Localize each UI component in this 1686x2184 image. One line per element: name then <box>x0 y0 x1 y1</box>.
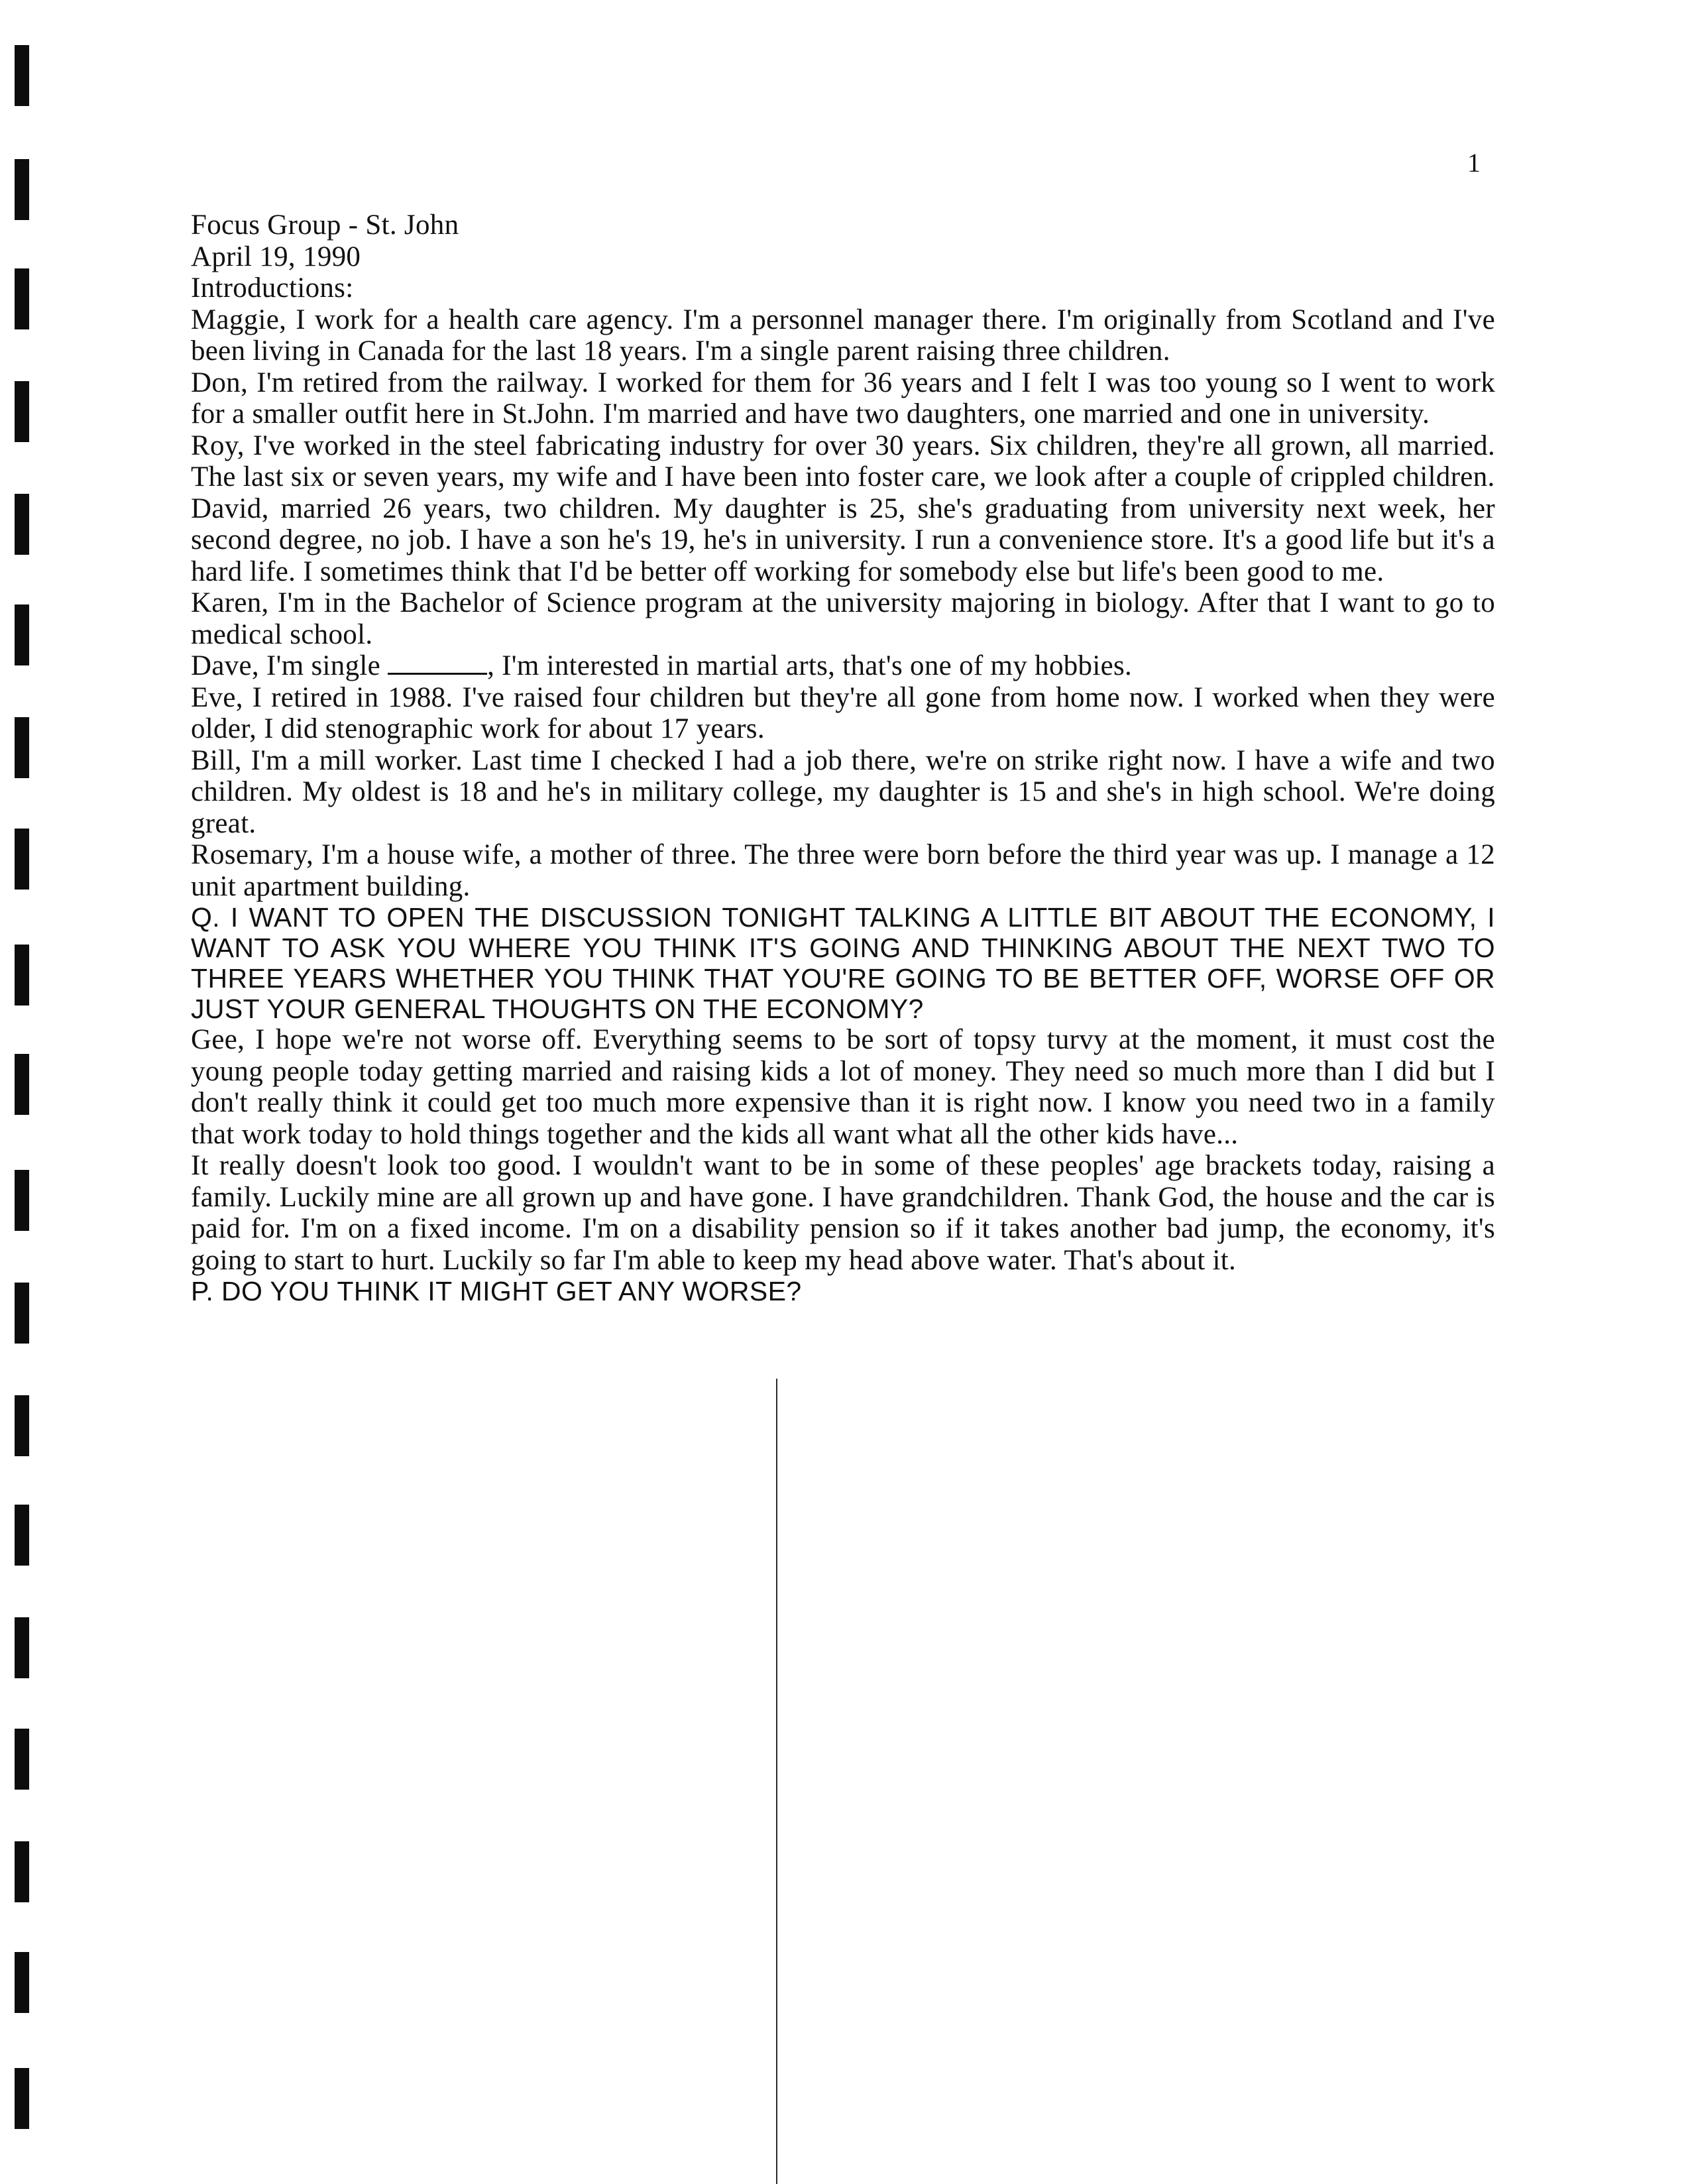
binder-mark <box>15 1505 29 1566</box>
binder-mark <box>15 1054 29 1115</box>
binder-mark <box>15 494 29 555</box>
binder-mark <box>15 829 29 890</box>
binder-mark <box>15 2068 29 2129</box>
binder-mark <box>15 1841 29 1902</box>
dave-text-after: , I'm interested in martial arts, that's one of my hobbies. <box>487 650 1133 681</box>
introduction-paragraph: Bill, I'm a mill worker. Last time I checked I had a job there, we're on strike right now. I have a wife and two children. My oldest is 18 and he's in military college, my daughter is 15 and she's in high school. We're doing great. <box>191 744 1495 839</box>
binder-mark <box>15 1952 29 2013</box>
binder-mark <box>15 45 29 106</box>
introduction-paragraph: Rosemary, I'm a house wife, a mother of three. The three were born before the third year was up. I manage a 12 unit apartment building. <box>191 839 1495 902</box>
introduction-paragraph: David, married 26 years, two children. My daughter is 25, she's graduating from university next week, her second degree, no job. I have a son he's 19, he's in university. I run a convenience store. It's a good life but it's a hard life. I sometimes think that I'd be better off working for somebody else but life's been good to me. <box>191 492 1495 587</box>
introduction-paragraph: Roy, I've worked in the steel fabricating industry for over 30 years. Six children, they're all grown, all married. The last six or seven years, my wife and I have been into foster care, we look after a couple of crippled children. <box>191 430 1495 492</box>
blank-line <box>388 653 487 675</box>
binder-mark <box>15 268 29 329</box>
moderator-question: Q. I WANT TO OPEN THE DISCUSSION TONIGHT TALKING A LITTLE BIT ABOUT THE ECONOMY, I WANT TO ASK YOU WHERE YOU THINK IT'S GOING AND THINKING ABOUT THE NEXT TWO TO THREE YEARS WHETHER YOU THINK THAT YOU'RE GOING TO BE BETTER OFF, WORSE OFF OR JUST YOUR GENERAL THOUGHTS ON THE ECONOMY? <box>191 902 1495 1024</box>
response-paragraph: Gee, I hope we're not worse off. Everything seems to be sort of topsy turvy at the moment, it must cost the young people today getting married and raising kids a lot of money. They need so much more than I did but I don't really think it could get too much more expensive than it is right now. I know you need two in a family that work today to hold things together and the kids all want what all the other kids have... <box>191 1024 1495 1150</box>
introduction-paragraph: Eve, I retired in 1988. I've raised four children but they're all gone from home now. I worked when they were older, I did stenographic work for about 17 years. <box>191 681 1495 744</box>
introduction-paragraph: Don, I'm retired from the railway. I worked for them for 36 years and I felt I was too young so I went to work for a smaller outfit here in St.John. I'm married and have two daughters, one married and one in university. <box>191 367 1495 430</box>
binder-mark <box>15 717 29 778</box>
transcript-body <box>191 209 1495 1306</box>
document-date: April 19, 1990 <box>191 241 361 272</box>
binder-mark <box>15 1395 29 1456</box>
binder-mark <box>15 1617 29 1678</box>
section-label: Introductions: <box>191 272 354 304</box>
moderator-question: P. DO YOU THINK IT MIGHT GET ANY WORSE? <box>191 1276 802 1306</box>
dave-text-before: Dave, I'm single <box>191 650 388 681</box>
binder-mark <box>15 1729 29 1790</box>
binder-mark <box>15 945 29 1006</box>
response-paragraph: It really doesn't look too good. I wouldn't want to be in some of these peoples' age brackets today, raising a family. Luckily mine are all grown up and have gone. I have grandchildren. Thank God, the house and the car is paid for. I'm on a fixed income. I'm on a disability pension so if it takes another bad jump, the economy, it's going to start to hurt. Luckily so far I'm able to keep my head above water. That's about it. <box>191 1150 1495 1276</box>
page-number: 1 <box>1467 148 1481 178</box>
binder-mark <box>15 1283 29 1344</box>
introduction-paragraph-dave <box>191 650 1495 682</box>
scan-line <box>776 1379 777 2184</box>
introduction-paragraph: Maggie, I work for a health care agency. I'm a personnel manager there. I'm originally from Scotland and I've been living in Canada for the last 18 years. I'm a single parent raising three children. <box>191 304 1495 367</box>
introduction-paragraph: Karen, I'm in the Bachelor of Science program at the university majoring in biology. After that I want to go to medical school. <box>191 587 1495 650</box>
binder-mark <box>15 1170 29 1231</box>
binder-mark <box>15 381 29 442</box>
document-title: Focus Group - St. John <box>191 209 459 241</box>
binder-mark <box>15 604 29 665</box>
binder-mark <box>15 159 29 220</box>
